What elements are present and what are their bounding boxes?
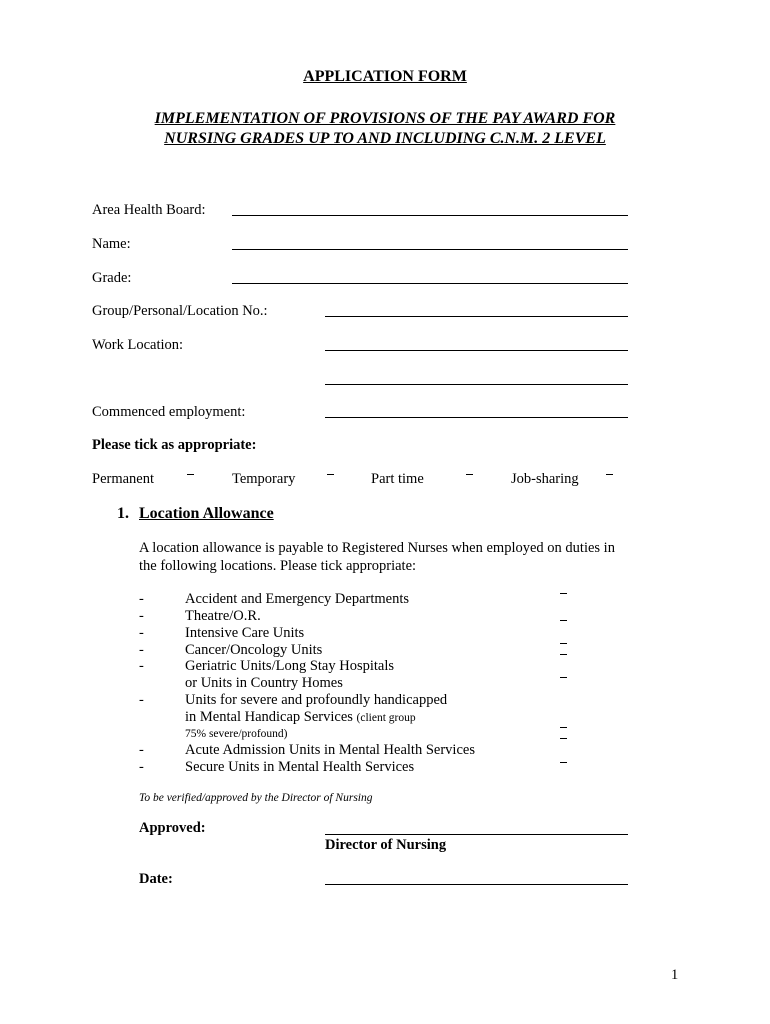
location-checkbox-secure-units[interactable] bbox=[560, 762, 567, 763]
name-label: Name: bbox=[92, 236, 131, 252]
work-location-field[interactable] bbox=[325, 350, 628, 351]
form-title: APPLICATION FORM bbox=[303, 68, 467, 85]
location-checkbox-geriatric[interactable] bbox=[560, 677, 567, 678]
location-checkbox-cancer-oncology[interactable] bbox=[560, 654, 567, 655]
list-item-geriatric: Geriatric Units/Long Stay Hospitals bbox=[185, 658, 395, 674]
commenced-employment-label: Commenced employment: bbox=[92, 404, 246, 420]
director-of-nursing-label: Director of Nursing bbox=[325, 837, 447, 853]
list-item-dash: - bbox=[139, 658, 144, 674]
list-item-acute-admission: Acute Admission Units in Mental Health Services bbox=[185, 742, 475, 758]
location-checkbox-accident-emergency[interactable] bbox=[560, 593, 567, 594]
list-item-dash: - bbox=[139, 591, 144, 607]
list-item-secure-units: Secure Units in Mental Health Services bbox=[185, 759, 415, 775]
date-field[interactable] bbox=[325, 884, 628, 885]
form-subtitle-line1: IMPLEMENTATION OF PROVISIONS OF THE PAY AWARD FOR bbox=[154, 110, 616, 127]
group-no-label: Group/Personal/Location No.: bbox=[92, 303, 268, 319]
section-1-title-text: Location Allowance bbox=[139, 505, 274, 522]
list-item-severe-profound: 75% severe/profound) bbox=[185, 728, 288, 740]
verify-note: To be verified/approved by the Director of Nursing bbox=[139, 792, 373, 804]
area-health-board-field[interactable] bbox=[232, 215, 628, 216]
option-part-time-label: Part time bbox=[371, 471, 424, 487]
option-permanent-label: Permanent bbox=[92, 471, 155, 487]
location-checkbox-theatre[interactable] bbox=[560, 620, 567, 621]
location-checkbox-acute-admission[interactable] bbox=[560, 738, 567, 739]
list-item-dash: - bbox=[139, 625, 144, 641]
name-field[interactable] bbox=[232, 249, 628, 250]
list-item-dash: - bbox=[139, 692, 144, 708]
option-job-sharing-label: Job-sharing bbox=[511, 471, 579, 487]
work-location-label: Work Location: bbox=[92, 337, 184, 353]
area-health-board-label: Area Health Board: bbox=[92, 202, 206, 218]
list-item-dash: - bbox=[139, 742, 144, 758]
tick-instruction: Please tick as appropriate: bbox=[92, 437, 257, 453]
list-item-handicapped: Units for severe and profoundly handicapped bbox=[185, 692, 448, 708]
option-job-sharing-checkbox[interactable] bbox=[606, 474, 613, 475]
commenced-employment-field[interactable] bbox=[325, 417, 628, 418]
date-label: Date: bbox=[139, 871, 173, 887]
list-item-intensive-care: Intensive Care Units bbox=[185, 625, 305, 641]
section-1-title bbox=[139, 505, 274, 523]
option-temporary-label: Temporary bbox=[232, 471, 296, 487]
list-item-theatre: Theatre/O.R. bbox=[185, 608, 261, 624]
approved-label: Approved: bbox=[139, 820, 206, 836]
form-subtitle-line2: NURSING GRADES UP TO AND INCLUDING C.N.M. 2 LEVEL bbox=[164, 130, 606, 147]
list-item-cancer-oncology: Cancer/Oncology Units bbox=[185, 642, 323, 658]
list-item-dash: - bbox=[139, 608, 144, 624]
section-1-number: 1. bbox=[117, 505, 129, 522]
section-1-intro-line1: A location allowance is payable to Registered Nurses when employed on duties in bbox=[139, 540, 615, 556]
grade-label: Grade: bbox=[92, 270, 132, 286]
list-item-dash: - bbox=[139, 759, 144, 775]
location-checkbox-intensive-care[interactable] bbox=[560, 643, 567, 644]
grade-field[interactable] bbox=[232, 283, 628, 284]
option-part-time-checkbox[interactable] bbox=[466, 474, 473, 475]
list-item-accident-emergency: Accident and Emergency Departments bbox=[185, 591, 409, 607]
page-number: 1 bbox=[671, 967, 679, 983]
option-temporary-checkbox[interactable] bbox=[327, 474, 334, 475]
location-checkbox-handicapped[interactable] bbox=[560, 727, 567, 728]
list-item-dash: - bbox=[139, 642, 144, 658]
section-1-intro-line2: the following locations. Please tick appropriate: bbox=[139, 558, 417, 574]
list-item-handicapped-cont-text: in Mental Handicap Services bbox=[185, 709, 353, 725]
list-item-handicapped-cont bbox=[185, 709, 416, 726]
work-location-field-line2[interactable] bbox=[325, 384, 628, 385]
group-no-field[interactable] bbox=[325, 316, 628, 317]
list-item-geriatric-cont: or Units in Country Homes bbox=[185, 675, 343, 691]
list-item-client-group: (client group bbox=[356, 712, 416, 724]
option-permanent-checkbox[interactable] bbox=[187, 474, 194, 475]
approved-signature-field[interactable] bbox=[325, 834, 628, 835]
